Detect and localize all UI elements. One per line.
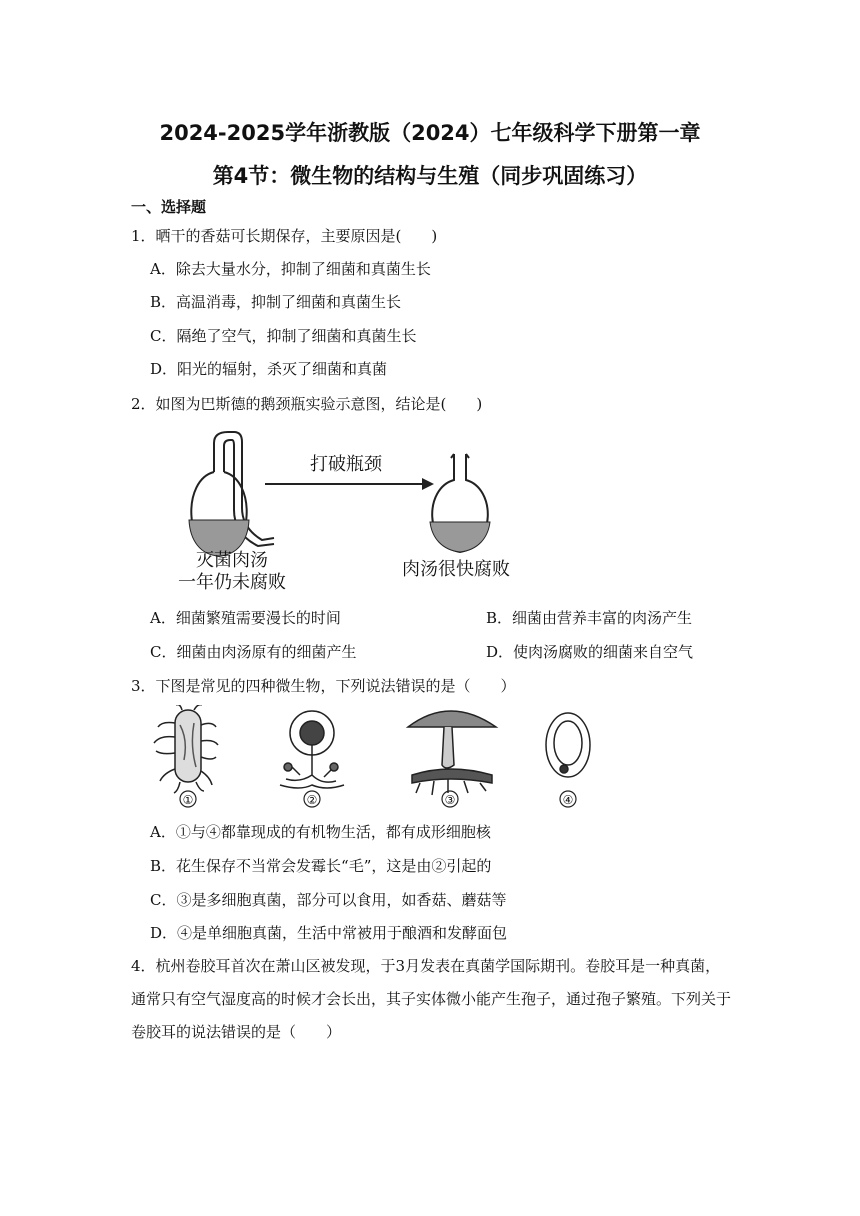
question-1-stem: 1．晒干的香菇可长期保存，主要原因是( ) <box>131 227 438 245</box>
question-2-option-d: D．使肉汤腐败的细菌来自空气 <box>486 643 694 661</box>
swan-neck-flask-figure <box>170 428 520 593</box>
question-1-option-c: C．隔绝了空气，抑制了细菌和真菌生长 <box>150 327 417 345</box>
question-2-option-c: C．细菌由肉汤原有的细菌产生 <box>150 643 357 661</box>
question-2-option-b: B．细菌由营养丰富的肉汤产生 <box>486 609 693 627</box>
question-1-option-b: B．高温消毒，抑制了细菌和真菌生长 <box>150 293 402 311</box>
right-flask-broth-icon <box>430 522 490 552</box>
arrow-label: 打破瓶颈 <box>310 454 382 475</box>
yeast-cell-icon <box>546 713 590 777</box>
microbe-label-2: ② <box>306 793 318 807</box>
question-2-stem: 2．如图为巴斯德的鹅颈瓶实验示意图，结论是( ) <box>131 395 483 413</box>
microbe-label-3: ③ <box>444 793 456 807</box>
question-1-option-a: A．除去大量水分，抑制了细菌和真菌生长 <box>150 260 431 278</box>
left-flask-caption-1: 灭菌肉汤 <box>196 550 268 571</box>
four-microbes-figure <box>150 705 610 810</box>
question-3-option-d: D．④是单细胞真菌，生活中常被用于酿酒和发酵面包 <box>150 924 508 942</box>
arrow-head-icon <box>422 478 434 490</box>
page-title-line-2: 第4节：微生物的结构与生殖（同步巩固练习） <box>212 164 648 188</box>
mushroom-icon <box>408 711 496 795</box>
question-4-stem: 4．杭州卷胶耳首次在萧山区被发现，于3月发表在真菌学国际期刊。卷胶耳是一种真菌，通常只有空气湿度高的时候才会长出，其子实体微小能产生孢子，通过孢子繁殖。下列关于卷胶耳的说法错误的是（ ） <box>131 957 732 1041</box>
mold-icon <box>280 711 344 788</box>
question-2-option-a: A．细菌繁殖需要漫长的时间 <box>150 609 341 627</box>
question-3-option-c: C．③是多细胞真菌，部分可以食用，如香菇、蘑菇等 <box>150 891 507 909</box>
section-heading: 一、选择题 <box>131 198 207 216</box>
left-flask-caption-2: 一年仍未腐败 <box>178 572 286 593</box>
question-3-option-a: A．①与④都靠现成的有机物生活，都有成形细胞核 <box>150 823 491 841</box>
question-1-option-d: D．阳光的辐射，杀灭了细菌和真菌 <box>150 360 388 378</box>
bacterium-icon <box>154 705 218 793</box>
question-3-stem: 3．下图是常见的四种微生物，下列说法错误的是（ ） <box>131 677 516 695</box>
microbe-label-1: ① <box>182 793 194 807</box>
page-title-line-1: 2024-2025学年浙教版（2024）七年级科学下册第一章 <box>159 121 701 145</box>
question-3-option-b: B．花生保存不当常会发霉长“毛”，这是由②引起的 <box>150 857 492 875</box>
microbe-label-4: ④ <box>562 793 574 807</box>
right-flask-caption: 肉汤很快腐败 <box>402 559 510 580</box>
